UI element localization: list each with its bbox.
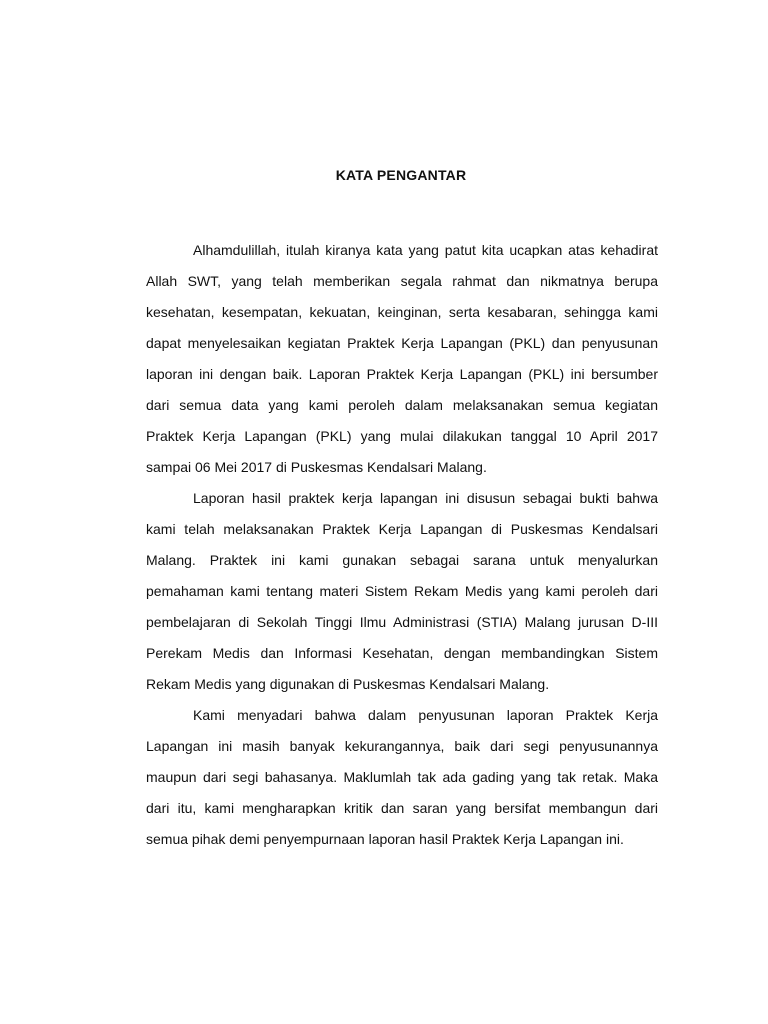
- paragraph-1-line-5: laporan ini dengan baik. Laporan Praktek Kerja Lapangan (PKL) ini bersumber: [146, 366, 658, 382]
- paragraph-2-line-7: Rekam Medis yang digunakan di Puskesmas Kendalsari Malang.: [146, 676, 550, 692]
- paragraph-1-line-2: Allah SWT, yang telah memberikan segala rahmat dan nikmatnya berupa: [146, 273, 658, 289]
- paragraph-1-line-6: dari semua data yang kami peroleh dalam melaksanakan semua kegiatan: [146, 397, 658, 413]
- paragraph-1-line-1: Alhamdulillah, itulah kiranya kata yang patut kita ucapkan atas kehadirat: [193, 242, 658, 258]
- paragraph-2-line-4: pemahaman kami tentang materi Sistem Rekam Medis yang kami peroleh dari: [146, 583, 658, 599]
- paragraph-2-line-1: Laporan hasil praktek kerja lapangan ini disusun sebagai bukti bahwa: [193, 490, 658, 506]
- paragraph-3-line-3: maupun dari segi bahasanya. Maklumlah tak ada gading yang tak retak. Maka: [146, 769, 658, 785]
- paragraph-3-line-4: dari itu, kami mengharapkan kritik dan saran yang bersifat membangun dari: [146, 800, 658, 816]
- paragraph-1-line-4: dapat menyelesaikan kegiatan Praktek Kerja Lapangan (PKL) dan penyusunan: [146, 335, 658, 351]
- paragraph-1-line-8: sampai 06 Mei 2017 di Puskesmas Kendalsari Malang.: [146, 459, 487, 475]
- paragraph-3-line-1: Kami menyadari bahwa dalam penyusunan laporan Praktek Kerja: [193, 707, 658, 723]
- paragraph-2-line-2: kami telah melaksanakan Praktek Kerja Lapangan di Puskesmas Kendalsari: [146, 521, 658, 537]
- paragraph-1-line-7: Praktek Kerja Lapangan (PKL) yang mulai dilakukan tanggal 10 April 2017: [146, 428, 658, 444]
- paragraph-1-line-3: kesehatan, kesempatan, kekuatan, keinginan, serta kesabaran, sehingga kami: [146, 304, 658, 320]
- paragraph-2-line-3: Malang. Praktek ini kami gunakan sebagai sarana untuk menyalurkan: [146, 552, 658, 568]
- paragraph-2-line-6: Perekam Medis dan Informasi Kesehatan, dengan membandingkan Sistem: [146, 645, 658, 661]
- paragraph-3-line-5: semua pihak demi penyempurnaan laporan hasil Praktek Kerja Lapangan ini.: [146, 831, 624, 847]
- paragraph-3-line-2: Lapangan ini masih banyak kekurangannya, baik dari segi penyusunannya: [146, 738, 658, 754]
- paragraph-2-line-5: pembelajaran di Sekolah Tinggi Ilmu Administrasi (STIA) Malang jurusan D-III: [146, 614, 658, 630]
- page-title: KATA PENGANTAR: [335, 167, 467, 183]
